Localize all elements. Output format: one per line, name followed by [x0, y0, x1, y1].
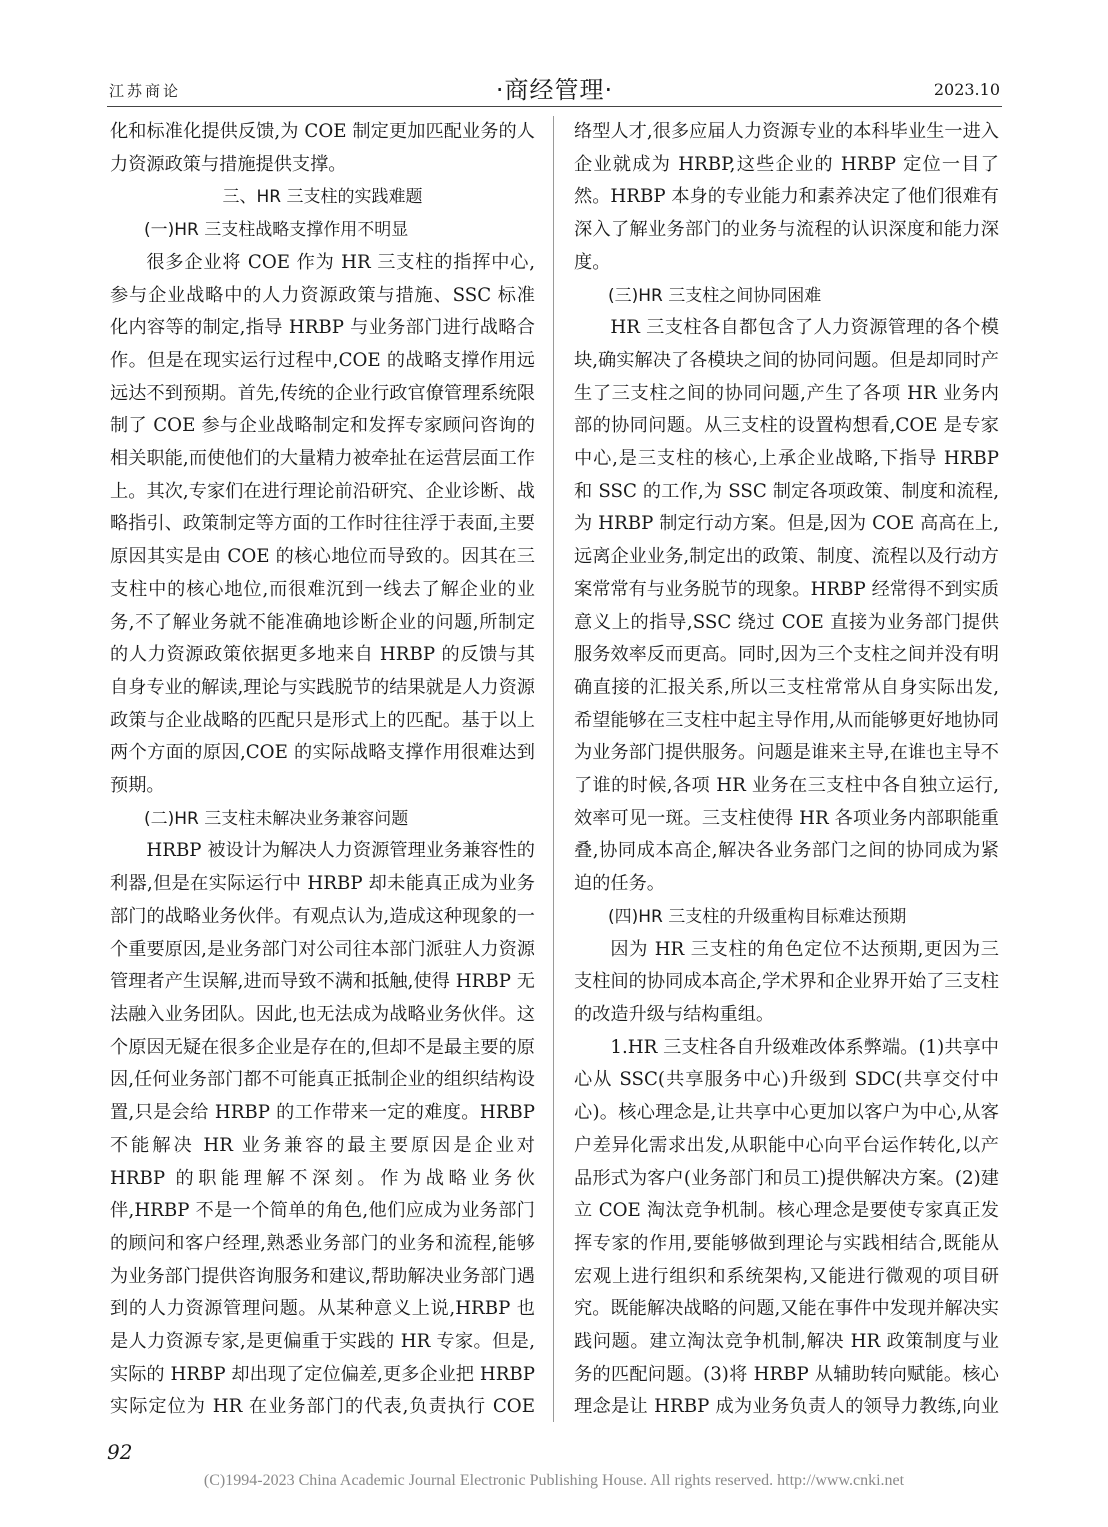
running-header — [107, 70, 1002, 106]
subheading-2: (二)HR 三支柱未解决业务兼容问题 — [144, 808, 409, 829]
section-name: ·商经管理· — [495, 76, 614, 104]
header-rule — [107, 106, 1002, 107]
column-divider — [553, 116, 554, 1422]
paragraph-4: 因为 HR 三支柱的角色定位不达预期,更因为三支柱间的协同成本高企,学术界和企业界开始了三支柱的改造升级与结构重组。 — [574, 938, 999, 1025]
subheading-4: (四)HR 三支柱的升级重构目标难达预期 — [608, 906, 907, 927]
subheading-1: (一)HR 三支柱战略支撑作用不明显 — [144, 220, 409, 241]
continued-paragraph-right: 络型人才,很多应届人力资源专业的本科毕业生一进入企业就成为 HRBP,这些企业的 HRBP 定位一目了然。HRBP 本身的专业能力和素养决定了他们很难有深入了解业务部门的业务与流程的认识深度和能力深度。 — [574, 121, 999, 273]
subheading-3: (三)HR 三支柱之间协同困难 — [608, 285, 822, 306]
journal-name: 江苏商论 — [109, 82, 182, 100]
paragraph-2: HRBP 被设计为解决人力资源管理业务兼容性的利器,但是在实际运行中 HRBP 却未能真正成为业务部门的战略业务伙伴。有观点认为,造成这种现象的一个重要原因,是业务部门对公司往本部门派驻人力资源管理者产生误解,进而导致不满和抵触,使得 HRBP 无法融入业务团队。因此,也无法成为战略业务伙伴。这个原因无疑在很多企业是存在的,但却不是最主要的原因,任何业务部门都不可能真正抵制企业的组织结构设置,只是会给 HRBP 的工作带来一定的难度。HRBP 不能解决 HR 业务兼容的最主要原因是企业对 HRBP 的职能理解不深刻。作为战略业务伙伴,HRBP 不是一个简单的角色,他们应成为业务部门的顾问和客户经理,熟悉业务部门的业务和流程,能够为业务部门提供咨询服务和建议,帮助解决业务部门遇到的人力资源管理问题。从某种意义上说,HRBP 也是人力资源专家,是更偏重于实践的 HR 专家。但是,实际的 HRBP 却出现了定位偏差,更多企业把 HRBP 实际定位为 HR 在业务部门的代表,负责执行 COE — [110, 840, 535, 1418]
paragraph-5: 1.HR 三支柱各自升级难改体系弊端。(1)共享中心从 SSC(共享服务中心)升级到 SDC(共享交付中心)。核心理念是,让共享中心更加以客户为中心,从客户差异化需求出发,从职能中心向平台运作转化,以产品形式为客户(业务部门和员工)提供解决方案。(2)建立 COE 淘汰竞争机制。核心理念是要使专家真正发挥专家的作用,要能够做到理论与实践相结合,既能从宏观上进行组织和系统架构,又能进行微观的项目研究。既能解决战略的问题,又能在事件中发现并解决实践问题。建立淘汰竞争机制,解决 HR 政策制度与业务的匹配问题。(3)将 HRBP 从辅助转向赋能。核心理念是让 HRBP 成为业务负责人的领导力教练,向业 — [574, 1036, 999, 1418]
copyright-notice: (C)1994-2023 China Academic Journal Electronic Publishing House. All rights reserved. http://www.cnki.net — [203, 1472, 905, 1489]
paragraph-1: 很多企业将 COE 作为 HR 三支柱的指挥中心,参与企业战略中的人力资源政策与措施、SSC 标准化内容等的制定,指导 HRBP 与业务部门进行战略合作。但是在现实运行过程中,COE 的战略支撑作用远远达不到预期。首先,传统的企业行政官僚管理系统限制了 COE 参与企业战略制定和发挥专家顾问咨询的相关职能,而使他们的大量精力被牵扯在运营层面工作上。其次,专家们在进行理论前沿研究、企业诊断、战略指引、政策制定等方面的工作时往往浮于表面,主要原因其实是由 COE 的核心地位而导致的。因其在三支柱中的核心地位,而很难沉到一线去了解企业的业务,不了解业务就不能准确地诊断企业的问题,所制定的人力资源政策依据更多地来自 HRBP 的反馈与其自身专业的解读,理论与实践脱节的结果就是人力资源政策与企业战略的匹配只是形式上的匹配。基于以上两个方面的原因,COE 的实际战略支撑作用很难达到预期。 — [110, 251, 535, 797]
page-number: 92 — [107, 1440, 133, 1464]
issue-date: 2023.10 — [933, 80, 1000, 99]
left-column — [110, 116, 535, 1422]
paragraph-3: HR 三支柱各自都包含了人力资源管理的各个模块,确实解决了各模块之间的协同问题。但是却同时产生了三支柱之间的协同问题,产生了各项 HR 业务内部的协同问题。从三支柱的设置构想看,COE 是专家中心,是三支柱的核心,上承企业战略,下指导 HRBP 和 SSC 的工作,为 SSC 制定各项政策、制度和流程,为 HRBP 制定行动方案。但是,因为 COE 高高在上,远离企业业务,制定出的政策、制度、流程以及行动方案常常有与业务脱节的现象。HRBP 经常得不到实质意义上的指导,SSC 绕过 COE 直接为业务部门提供服务效率反而更高。同时,因为三个支柱之间并没有明确直接的汇报关系,所以三支柱常常从自身实际出发,希望能够在三支柱中起主导作用,从而能够更好地协同为业务部门提供服务。问题是谁来主导,在谁也主导不了谁的时候,各项 HR 业务在三支柱中各自独立运行,效率可见一斑。三支柱使得 HR 各项业务内部职能重叠,协同成本高企,解决各业务部门之间的协同成为紧迫的任务。 — [574, 317, 999, 895]
section-title: 三、HR 三支柱的实践难题 — [222, 187, 423, 208]
continued-paragraph: 化和标准化提供反馈,为 COE 制定更加匹配业务的人力资源政策与措施提供支撑。 — [110, 121, 535, 175]
right-column — [574, 116, 999, 1422]
